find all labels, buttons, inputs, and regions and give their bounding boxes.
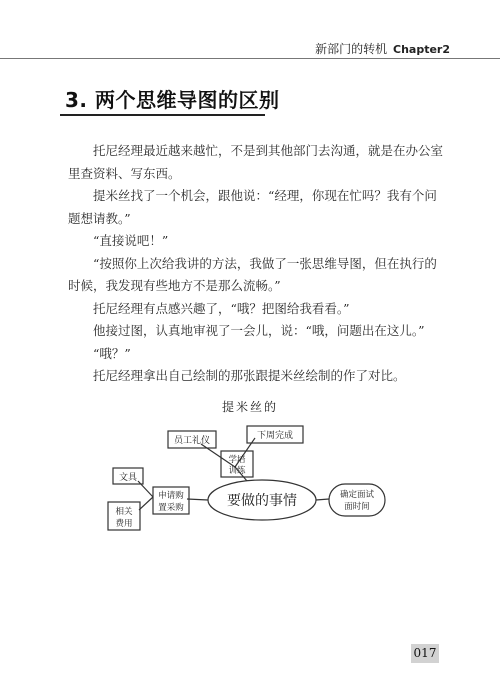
- related-costs-label: 费用: [115, 519, 133, 529]
- paragraph: “按照你上次给我讲的方法，我做了一张思维导图，但在执行的时候，我发现有些地方不是那么流畅。”: [68, 255, 437, 293]
- header-rule: [0, 58, 500, 59]
- paragraph: 托尼经理最近越来越忙，不是到其他部门去沟通，就是在办公室里查资料、写东西。: [68, 143, 444, 181]
- paragraph: 托尼经理有点感兴趣了，“哦？把图给我看看。”: [93, 300, 350, 316]
- practice-training-label: 训练: [228, 466, 246, 476]
- confirm-interview-label: 确定面试: [339, 490, 375, 500]
- purchase-request-label: 申请购: [158, 491, 184, 501]
- connector: [138, 481, 153, 497]
- related-costs-label: 相关: [115, 507, 133, 517]
- page-number: 017: [411, 644, 439, 663]
- paragraph: 托尼经理拿出自己绘制的那张跟提米丝绘制的作了对比。: [93, 368, 406, 383]
- header-title: 新部门的转机: [315, 42, 388, 56]
- running-header: [315, 40, 450, 57]
- employee-etiquette-label: 员工礼仪: [173, 436, 211, 446]
- header-chapter: Chapter2: [393, 43, 450, 56]
- paragraph: “直接说吧！”: [93, 233, 169, 248]
- section-title: 3. 两个思维导图的区别: [65, 88, 280, 112]
- connector: [316, 499, 329, 500]
- body-text: [68, 140, 443, 388]
- weekly-completion-label: 下周完成: [256, 431, 294, 441]
- paragraph: “哦？”: [93, 345, 131, 361]
- stationery-label: 文具: [118, 473, 138, 483]
- practice-training-label: 学培: [228, 455, 246, 465]
- paragraph: 提米丝找了一个机会，跟他说：“经理，你现在忙吗？我有个问题想请教。”: [68, 188, 437, 226]
- confirm-interview-label: 面时间: [344, 502, 370, 512]
- connector: [139, 497, 153, 510]
- purchase-request-label: 置采购: [158, 503, 184, 513]
- title-underline: [60, 114, 265, 116]
- figure-caption: 提米丝的: [221, 400, 278, 414]
- mind-map-diagram: [95, 420, 415, 535]
- connector: [187, 499, 208, 500]
- paragraph: 他接过图，认真地审视了一会儿，说：“哦，问题出在这儿。”: [93, 323, 425, 338]
- center-node-label: 要做的事情: [227, 493, 297, 509]
